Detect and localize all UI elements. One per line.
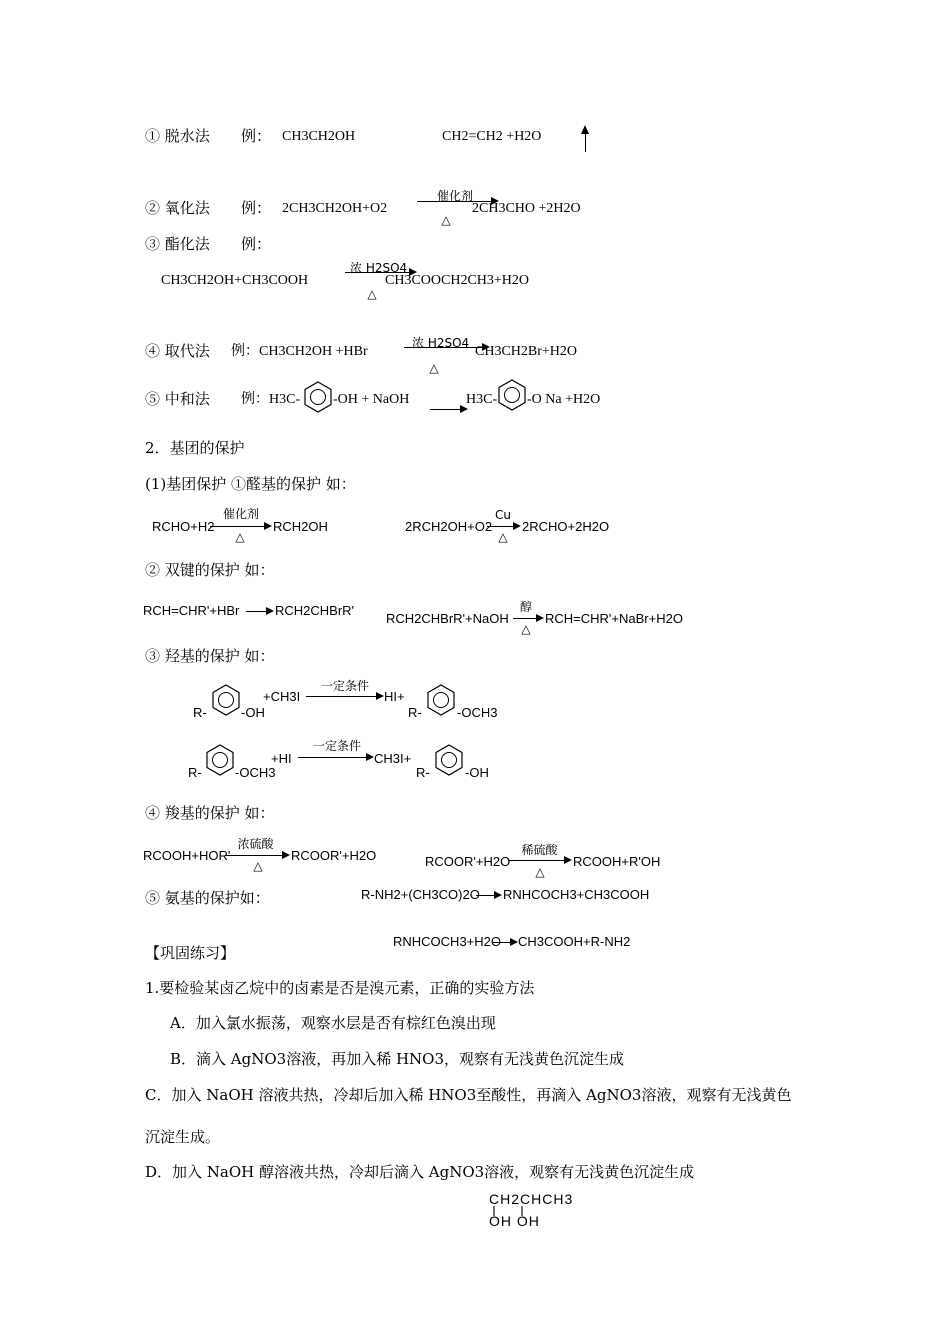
benzene-ring-icon (303, 380, 333, 414)
method-5-reactant-tail: -OH + NaOH (333, 392, 410, 407)
method-3-condition-bottom: △ (367, 287, 377, 301)
method-3-example: 例： (241, 235, 272, 253)
method-5-reaction-arrow (430, 409, 466, 410)
hydroxyl-reaction-2-och3: -OCH3 (235, 765, 276, 780)
method-1-reactant: CH3CH2OH (282, 129, 356, 144)
aldehyde-reaction-2-reactant: 2RCH2OH+O2 (405, 519, 493, 534)
double-bond-protection-label: ② 双键的保护 如： (145, 561, 275, 579)
aldehyde-reaction-1-reactant: RCHO+H2 (152, 519, 215, 534)
aldehyde-protection-label: (1)基团保护 ①醛基的保护 如： (145, 475, 356, 493)
hydroxyl-reaction-1-reagent: +CH3I (263, 689, 301, 704)
hydroxyl-reaction-2-reagent: +HI (271, 751, 292, 766)
hydroxyl-reaction-2-product-mid: CH3I+ (374, 751, 412, 766)
option-b: B．滴入 AgNO3溶液，再加入稀 HNO3，观察有无浅黄色沉淀生成 (170, 1050, 625, 1068)
aldehyde-reaction-1-condition-top: 催化剂 (222, 507, 259, 521)
benzene-ring-icon (434, 743, 464, 777)
method-3-reactant: CH3CH2OH+CH3COOH (161, 273, 309, 288)
double-bond-reaction-1-arrow (246, 611, 272, 612)
hydroxyl-reaction-1-product-r-group: R- (408, 705, 422, 720)
aldehyde-reaction-2-condition-bottom: △ (498, 530, 508, 544)
method-4-label: ④ 取代法 (145, 342, 210, 360)
aldehyde-reaction-1-arrow (210, 526, 270, 527)
method-1-label: ① 脱水法 (145, 127, 210, 145)
carboxyl-reaction-1-condition-bottom: △ (253, 859, 263, 873)
method-2-label: ② 氧化法 (145, 199, 210, 217)
carboxyl-protection-label: ④ 羧基的保护 如： (145, 804, 275, 822)
method-4-example: 例：CH3CH2OH +HBr (231, 344, 368, 359)
hydroxyl-reaction-2-condition-top: 一定条件 (312, 739, 361, 753)
amino-reaction-2-reactant: RNHCOCH3+H2O (393, 934, 501, 949)
double-bond-reaction-2-reactant: RCH2CHBrR'+NaOH (386, 611, 509, 626)
method-5-example: 例：H3C- (241, 392, 301, 407)
double-bond-reaction-2-product: RCH=CHR'+NaBr+H2O (545, 611, 683, 626)
hydroxyl-reaction-1-product-mid: HI+ (384, 689, 405, 704)
carboxyl-reaction-2-reactant: RCOOR'+H2O (425, 854, 511, 869)
hydroxyl-reaction-1-oh: -OH (241, 705, 265, 720)
section-title: 2．基团的保护 (145, 439, 245, 457)
carboxyl-reaction-1-arrow (226, 855, 288, 856)
hydroxyl-reaction-2-product-r-group: R- (416, 765, 430, 780)
carboxyl-reaction-1-condition-top: 浓硫酸 (237, 837, 274, 851)
method-4-condition-top: 浓 H2SO4 (412, 336, 470, 350)
double-bond-reaction-2-arrow (513, 618, 542, 619)
method-5-product-head: H3C- (466, 392, 498, 407)
hydroxyl-reaction-1-condition-top: 一定条件 (320, 679, 369, 693)
hydroxyl-protection-label: ③ 羟基的保护 如： (145, 647, 275, 665)
double-bond-reaction-2-condition-bottom: △ (521, 622, 531, 636)
amino-reaction-2-arrow (493, 942, 516, 943)
carboxyl-reaction-1-product: RCOOR'+H2O (291, 848, 377, 863)
option-a: A．加入氯水振荡，观察水层是否有棕红色溴出现 (170, 1014, 496, 1032)
question-1: 1.要检验某卤乙烷中的卤素是否是溴元素，正确的实验方法 (145, 979, 535, 997)
aldehyde-reaction-2-product: 2RCHO+2H2O (522, 519, 610, 534)
aldehyde-reaction-1-product: RCH2OH (273, 519, 328, 534)
carboxyl-reaction-2-product: RCOOH+R'OH (573, 854, 661, 869)
aldehyde-reaction-1-condition-bottom: △ (235, 530, 245, 544)
double-bond-reaction-2-condition-top: 醇 (519, 600, 532, 614)
option-c-line-1: C．加入 NaOH 溶液共热，冷却后加入稀 HNO3至酸性，再滴入 AgNO3溶液，观察有无浅黄色 (145, 1086, 792, 1104)
structure-formula-hydroxyls: OH OH (489, 1213, 540, 1229)
method-4-condition-bottom: △ (429, 361, 439, 375)
hydroxyl-reaction-1-arrow (306, 696, 382, 697)
aldehyde-reaction-2-condition-top: Cu (495, 508, 511, 522)
benzene-ring-icon (497, 378, 527, 412)
method-2-reactant: 2CH3CH2OH+O2 (282, 201, 388, 216)
option-c-line-2: 沉淀生成。 (145, 1128, 221, 1146)
amino-protection-label: ⑤ 氨基的保护如： (145, 889, 270, 907)
hydroxyl-reaction-1-r-group: R- (193, 705, 207, 720)
carboxyl-reaction-2-condition-bottom: △ (535, 865, 545, 879)
method-3-product: CH3COOCH2CH3+H2O (385, 273, 530, 288)
method-3-condition-top: 浓 H2SO4 (350, 261, 408, 275)
benzene-ring-icon (426, 683, 456, 717)
method-2-product: 2CH3CHO +2H2O (472, 201, 581, 216)
amino-reaction-1-arrow (476, 895, 500, 896)
method-5-product-tail: -O Na +H2O (527, 392, 601, 407)
carboxyl-reaction-2-condition-top: 稀硫酸 (521, 843, 558, 857)
amino-reaction-1-reactant: R-NH2+(CH3CO)2O (361, 887, 480, 902)
hydroxyl-reaction-1-product-och3: -OCH3 (457, 705, 498, 720)
method-5-label: ⑤ 中和法 (145, 390, 210, 408)
gas-up-arrow-icon (585, 128, 586, 152)
method-3-label: ③ 酯化法 (145, 235, 210, 253)
method-1-product: CH2=CH2 +H2O (442, 129, 542, 144)
double-bond-reaction-1-reactant: RCH=CHR'+HBr (143, 603, 240, 618)
benzene-ring-icon (211, 683, 241, 717)
hydroxyl-reaction-2-r-group: R- (188, 765, 202, 780)
option-d: D．加入 NaOH 醇溶液共热，冷却后滴入 AgNO3溶液，观察有无浅黄色沉淀生成 (145, 1163, 695, 1181)
method-2-example: 例： (241, 199, 272, 217)
method-1-example: 例： (241, 127, 272, 145)
double-bond-reaction-1-product: RCH2CHBrR' (275, 603, 355, 618)
method-2-condition-top: 催化剂 (436, 189, 473, 203)
structure-formula-chain: CH2CHCH3 (489, 1191, 574, 1207)
hydroxyl-reaction-2-arrow (298, 757, 372, 758)
carboxyl-reaction-1-reactant: RCOOH+HOR' (143, 848, 231, 863)
hydroxyl-reaction-2-product-oh: -OH (465, 765, 489, 780)
amino-reaction-1-product: RNHCOCH3+CH3COOH (503, 887, 650, 902)
aldehyde-reaction-2-arrow (487, 526, 519, 527)
benzene-ring-icon (205, 743, 235, 777)
method-4-product: CH3CH2Br+H2O (475, 344, 578, 359)
carboxyl-reaction-2-arrow (508, 860, 570, 861)
practice-title: 【巩固练习】 (145, 944, 236, 962)
method-2-condition-bottom: △ (441, 213, 451, 227)
amino-reaction-2-product: CH3COOH+R-NH2 (518, 934, 631, 949)
